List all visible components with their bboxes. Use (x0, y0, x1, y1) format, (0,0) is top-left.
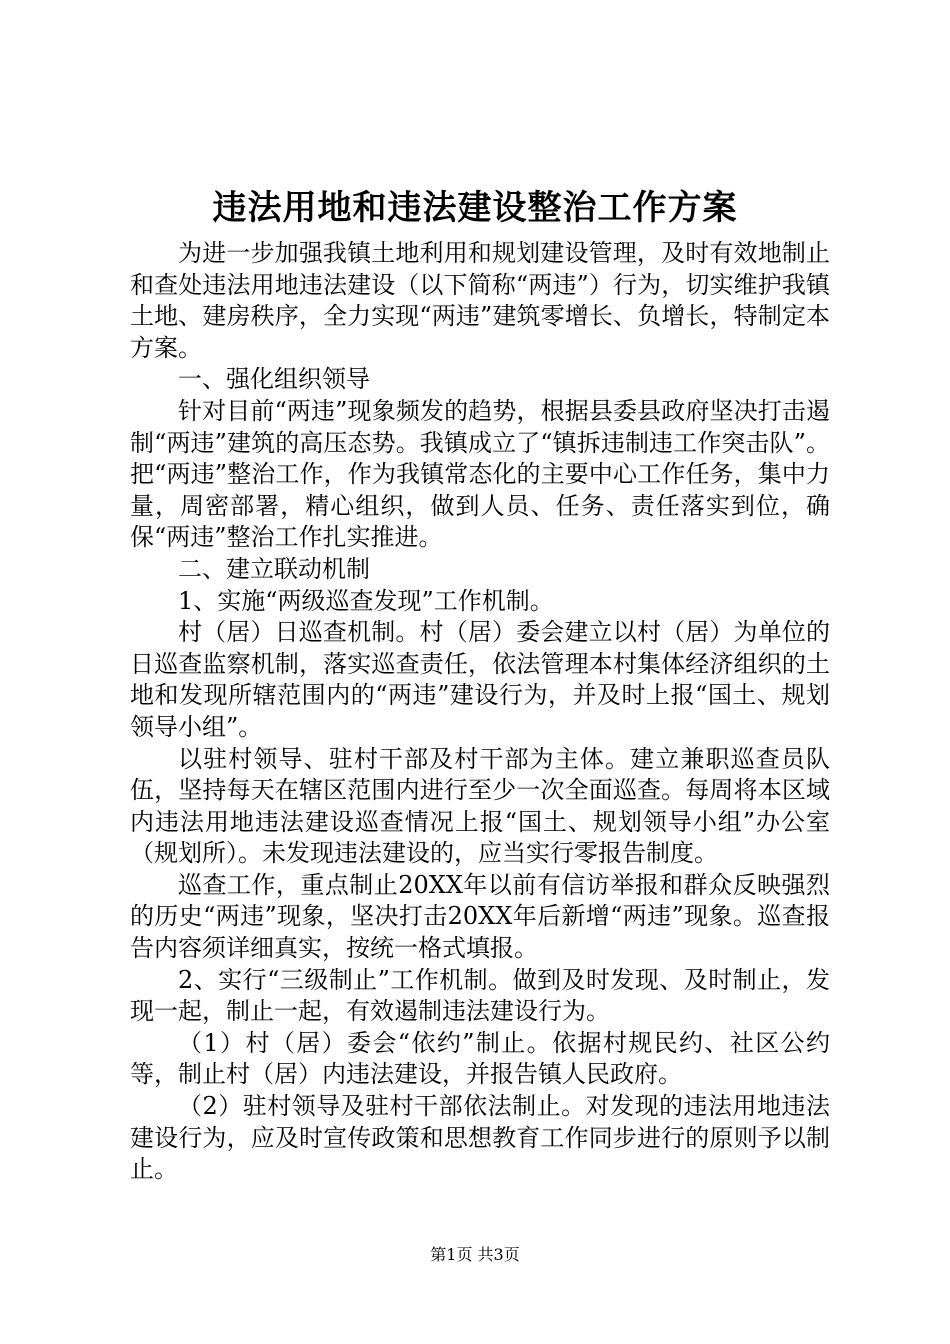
document-body (130, 238, 830, 1186)
paragraph: （2）驻村领导及驻村干部依法制止。对发现的违法用地违法建设行为，应及时宣传政策和思想教育工作同步进行的原则予以制止。 (130, 1092, 830, 1184)
section-heading-2: 二、建立联动机制 (178, 554, 370, 583)
paragraph: 针对目前“两违”现象频发的趋势，根据县委县政府坚决打击遏制“两违”建筑的高压态势。我镇成立了“镇拆违制违工作突击队”。把“两违”整治工作，作为我镇常态化的主要中心工作任务，集中力量，周密部署，精心组织，做到人员、任务、责任落实到位，确保“两违”整治工作扎实推进。 (130, 396, 830, 552)
subsection-heading-1: 1、实施“两级巡查发现”工作机制。 (178, 586, 554, 615)
paragraph-intro: 为进一步加强我镇土地利用和规划建设管理，及时有效地制止和查处违法用地违法建设（以下简称“两违”）行为，切实维护我镇土地、建房秩序，全力实现“两违”建筑零增长、负增长，特制定本方案。 (130, 239, 830, 362)
paragraph: 村（居）日巡查机制。村（居）委会建立以村（居）为单位的日巡查监察机制，落实巡查责任，依法管理本村集体经济组织的土地和发现所辖范围内的“两违”建设行为，并及时上报“国土、规划领导小组”。 (130, 618, 830, 741)
paragraph: 巡查工作，重点制止20XX年以前有信访举报和群众反映强烈的历史“两违”现象，坚决打击20XX年后新增“两违”现象。巡查报告内容须详细真实，按统一格式填报。 (130, 870, 830, 963)
subsection-heading-2: 2、实行“三级制止”工作机制。做到及时发现、及时制止，发现一起，制止一起，有效遏制违法建设行为。 (130, 965, 830, 1026)
page-footer: 第1页 共3页 (430, 1245, 520, 1264)
paragraph: 以驻村领导、驻村干部及村干部为主体。建立兼职巡查员队伍，坚持每天在辖区范围内进行至少一次全面巡查。每周将本区域内违法用地违法建设巡查情况上报“国土、规划领导小组”办公室（规划所）。未发现违法建设的，应当实行零报告制度。 (130, 744, 830, 868)
document-title: 违法用地和违法建设整治工作方案 (212, 188, 738, 228)
section-heading-1: 一、强化组织领导 (178, 365, 370, 394)
paragraph: （1）村（居）委会“依约”制止。依据村规民约、社区公约等，制止村（居）内违法建设，并报告镇人民政府。 (130, 1028, 830, 1089)
